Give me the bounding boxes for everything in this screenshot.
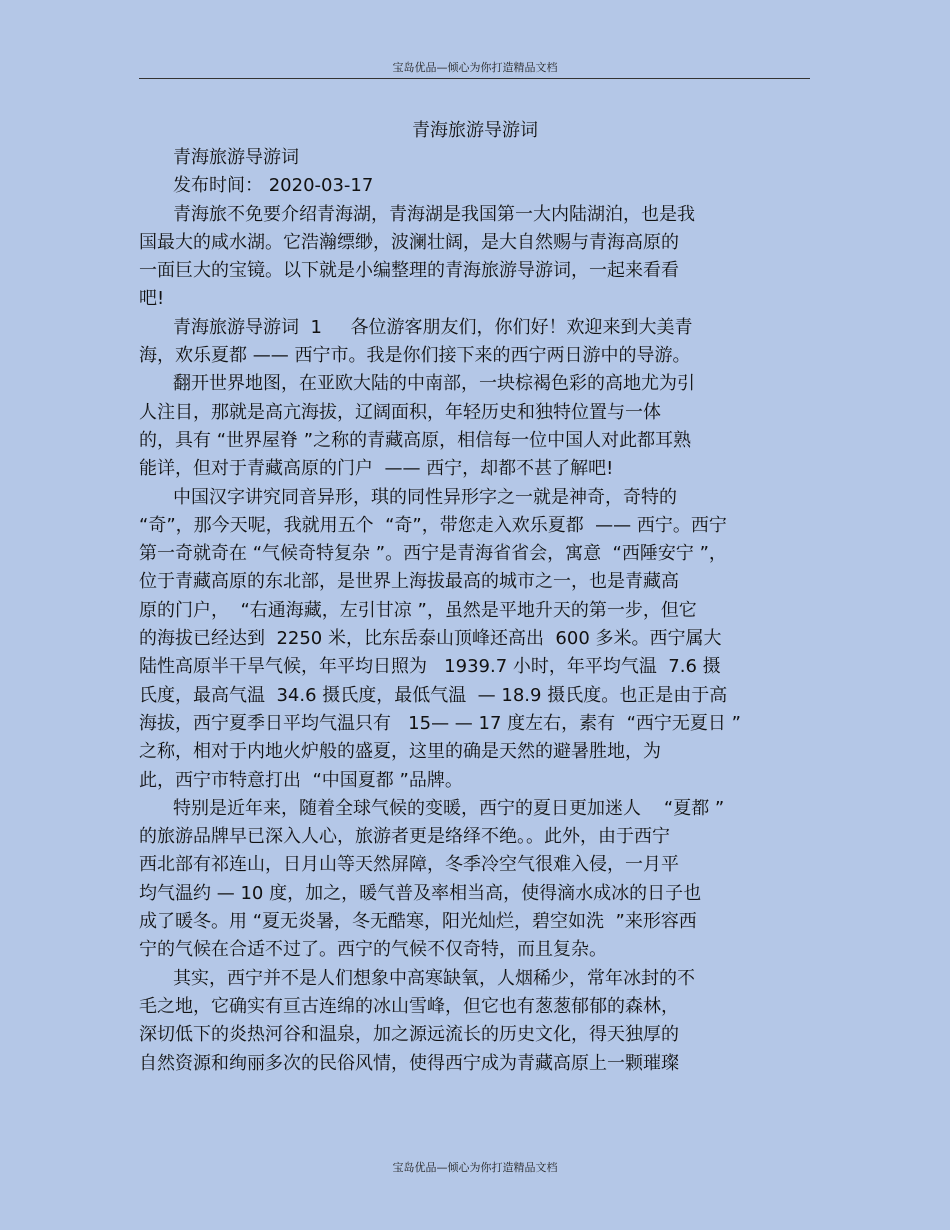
document-title: 青海旅游导游词 <box>412 120 538 141</box>
text-line: 国最大的咸水湖。它浩瀚缥缈，波澜壮阔，是大自然赐与青海高原的 <box>139 231 679 253</box>
text-line: 特别是近年来，随着全球气候的变暖，西宁的夏日更加迷人 “夏都 ” <box>173 797 725 819</box>
text-line: 发布时间： 2020-03-17 <box>173 175 374 197</box>
text-line: 此，西宁市特意打出 “中国夏都 ”品牌。 <box>139 769 463 791</box>
text-line: 其实，西宁并不是人们想象中高寒缺氧，人烟稀少，常年冰封的不 <box>173 967 695 989</box>
text-line: 的海拔已经达到 2250 米，比东岳泰山顶峰还高出 600 多米。西宁属大 <box>139 628 722 650</box>
text-line: 宁的气候在合适不过了。西宁的气候不仅奇特，而且复杂。 <box>139 939 607 961</box>
text-line: 中国汉字讲究同音异形，琪的同性异形字之一就是神奇，奇特的 <box>173 486 677 508</box>
text-line: 青海旅游导游词 1 各位游客朋友们，你们好！欢迎来到大美青 <box>173 316 693 338</box>
text-line: 吧! <box>139 288 165 310</box>
text-line: 位于青藏高原的东北部，是世界上海拔最高的城市之一，也是青藏高 <box>139 571 679 593</box>
text-line: 成了暖冬。用 “夏无炎暑，冬无酷寒，阳光灿烂，碧空如洗 ”来形容西 <box>139 911 697 933</box>
text-line: 自然资源和绚丽多次的民俗风情，使得西宁成为青藏高原上一颗璀璨 <box>139 1052 679 1074</box>
text-line: “奇”，那今天呢，我就用五个 “奇”，带您走入欢乐夏都 —— 西宁。西宁 <box>139 514 727 536</box>
text-line: 翻开世界地图，在亚欧大陆的中南部，一块棕褐色彩的高地尤为引 <box>173 373 695 395</box>
document-body <box>139 144 809 1078</box>
text-line: 的旅游品牌早已深入人心，旅游者更是络绎不绝。。此外，由于西宁 <box>139 826 670 848</box>
page-footer: 宝岛优品—倾心为你打造精品文档 <box>392 1161 558 1174</box>
text-line: 海拔，西宁夏季日平均气温只有 15— — 17 度左右，素有 “西宁无夏日 ” <box>139 712 741 734</box>
text-line: 毛之地，它确实有亘古连绵的冰山雪峰，但它也有葱葱郁郁的森林， <box>139 995 679 1017</box>
text-line: 深切低下的炎热河谷和温泉，加之源远流长的历史文化，得天独厚的 <box>139 1024 679 1046</box>
text-line: 西北部有祁连山，日月山等天然屏障，冬季冷空气很难入侵，一月平 <box>139 854 679 876</box>
text-line: 陆性高原半干旱气候，年平均日照为 1939.7 小时，年平均气温 7.6 摄 <box>139 656 721 678</box>
text-line: 原的门户， “右通海藏，左引甘凉 ”，虽然是平地升天的第一步，但它 <box>139 599 697 621</box>
text-line: 海，欢乐夏都 —— 西宁市。我是你们接下来的西宁两日游中的导游。 <box>139 345 691 367</box>
header-divider <box>139 78 810 79</box>
text-line: 一面巨大的宝镜。以下就是小编整理的青海旅游导游词，一起来看看 <box>139 260 679 282</box>
text-line: 之称，相对于内地火炉般的盛夏，这里的确是天然的避暑胜地，为 <box>139 741 661 763</box>
text-line: 的，具有 “世界屋脊 ”之称的青藏高原，相信每一位中国人对此都耳熟 <box>139 429 692 451</box>
text-line: 第一奇就奇在 “气候奇特复杂 ”。西宁是青海省省会，寓意 “西陲安宁 ”， <box>139 543 727 565</box>
text-line: 青海旅游导游词 <box>173 147 299 168</box>
text-line: 氏度，最高气温 34.6 摄氏度，最低气温 — 18.9 摄氏度。也正是由于高 <box>139 684 728 706</box>
text-line: 能详，但对于青藏高原的门户 —— 西宁，却都不甚了解吧! <box>139 458 614 480</box>
text-line: 人注目，那就是高亢海拔，辽阔面积，年轻历史和独特位置与一体 <box>139 401 661 423</box>
text-line: 均气温约 — 10 度，加之，暖气普及率相当高，使得滴水成冰的日子也 <box>139 882 702 904</box>
page-header: 宝岛优品—倾心为你打造精品文档 <box>392 61 558 74</box>
text-line: 青海旅不免要介绍青海湖，青海湖是我国第一大内陆湖泊，也是我 <box>173 203 695 225</box>
